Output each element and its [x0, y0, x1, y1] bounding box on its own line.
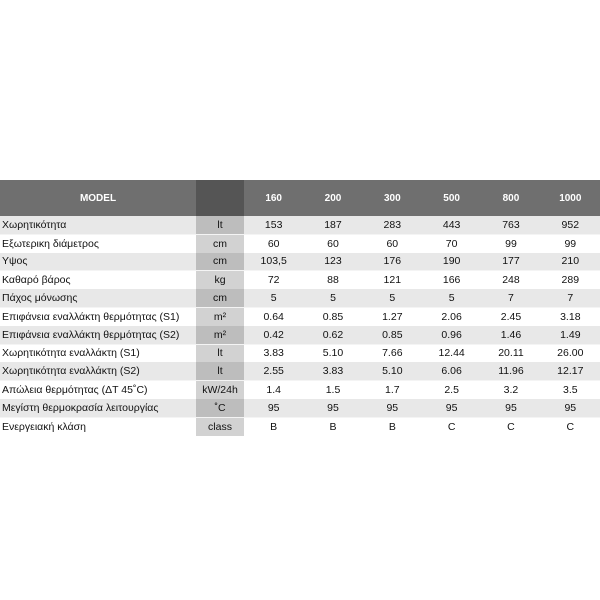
spec-body: [0, 216, 600, 436]
value-cell: C: [481, 417, 540, 435]
value-cell: 5: [244, 289, 303, 307]
value-cell: 1.46: [481, 326, 540, 344]
row-unit: m²: [196, 326, 244, 344]
value-cell: 952: [541, 216, 600, 234]
value-cell: 12.17: [541, 362, 600, 380]
value-cell: 3.18: [541, 307, 600, 325]
value-cell: 99: [481, 234, 540, 252]
table-row: [0, 399, 600, 417]
value-cell: 1.4: [244, 381, 303, 399]
value-cell: 1.5: [303, 381, 362, 399]
row-label: Πάχος μόνωσης: [0, 289, 196, 307]
row-label: Καθαρό βάρος: [0, 271, 196, 289]
row-unit: class: [196, 417, 244, 435]
value-cell: 0.64: [244, 307, 303, 325]
value-cell: 283: [363, 216, 422, 234]
value-cell: 289: [541, 271, 600, 289]
row-label: Χωρητικότητα εναλλάκτη (S2): [0, 362, 196, 380]
value-cell: 187: [303, 216, 362, 234]
value-cell: 12.44: [422, 344, 481, 362]
value-cell: 1.49: [541, 326, 600, 344]
value-cell: 0.85: [303, 307, 362, 325]
value-cell: 60: [363, 234, 422, 252]
value-cell: 5: [363, 289, 422, 307]
table-row: [0, 216, 600, 234]
row-unit: cm: [196, 289, 244, 307]
value-cell: 88: [303, 271, 362, 289]
value-cell: 99: [541, 234, 600, 252]
table-row: [0, 234, 600, 252]
value-cell: 95: [541, 399, 600, 417]
value-cell: 2.45: [481, 307, 540, 325]
value-cell: 20.11: [481, 344, 540, 362]
table-row: [0, 271, 600, 289]
row-unit: kg: [196, 271, 244, 289]
value-cell: 7: [481, 289, 540, 307]
value-cell: 763: [481, 216, 540, 234]
value-cell: 26.00: [541, 344, 600, 362]
row-unit: lt: [196, 344, 244, 362]
value-cell: 2.5: [422, 381, 481, 399]
row-label: Μεγίστη θερμοκρασία λειτουργίας: [0, 399, 196, 417]
table-row: [0, 307, 600, 325]
row-unit: kW/24h: [196, 381, 244, 399]
value-cell: 5: [422, 289, 481, 307]
table-row: [0, 417, 600, 435]
row-unit: ˚C: [196, 399, 244, 417]
value-cell: 7.66: [363, 344, 422, 362]
value-cell: 121: [363, 271, 422, 289]
row-label: Επιφάνεια εναλλάκτη θερμότητας (S1): [0, 307, 196, 325]
value-cell: 60: [244, 234, 303, 252]
row-unit: cm: [196, 234, 244, 252]
value-cell: 60: [303, 234, 362, 252]
value-cell: 95: [244, 399, 303, 417]
value-cell: 95: [481, 399, 540, 417]
row-unit: m²: [196, 307, 244, 325]
spec-table: [0, 180, 600, 436]
row-label: Χωρητικότητα εναλλάκτη (S1): [0, 344, 196, 362]
value-cell: 2.06: [422, 307, 481, 325]
value-cell: 95: [303, 399, 362, 417]
value-cell: 72: [244, 271, 303, 289]
value-cell: 5.10: [303, 344, 362, 362]
value-cell: 210: [541, 253, 600, 271]
value-cell: 3.5: [541, 381, 600, 399]
row-label: Επιφάνεια εναλλάκτη θερμότητας (S2): [0, 326, 196, 344]
value-cell: 190: [422, 253, 481, 271]
value-cell: B: [363, 417, 422, 435]
value-cell: 5: [303, 289, 362, 307]
model-column-header: 800: [481, 180, 540, 216]
value-cell: 103,5: [244, 253, 303, 271]
row-label: Υψος: [0, 253, 196, 271]
value-cell: C: [422, 417, 481, 435]
model-column-header: 200: [303, 180, 362, 216]
row-label: Ενεργειακή κλάση: [0, 417, 196, 435]
value-cell: 5.10: [363, 362, 422, 380]
value-cell: 123: [303, 253, 362, 271]
value-cell: 177: [481, 253, 540, 271]
row-label: Χωρητικότητα: [0, 216, 196, 234]
model-column-header: 1000: [541, 180, 600, 216]
table-row: [0, 344, 600, 362]
row-unit: lt: [196, 216, 244, 234]
value-cell: 248: [481, 271, 540, 289]
value-cell: 3.2: [481, 381, 540, 399]
value-cell: 3.83: [303, 362, 362, 380]
model-column-header: 300: [363, 180, 422, 216]
row-label: Εξωτερικη διάμετρος: [0, 234, 196, 252]
unit-header: [196, 180, 244, 216]
row-unit: lt: [196, 362, 244, 380]
model-column-header: 160: [244, 180, 303, 216]
value-cell: 6.06: [422, 362, 481, 380]
row-label: Απώλεια θερμότητας (ΔT 45˚C): [0, 381, 196, 399]
value-cell: 0.62: [303, 326, 362, 344]
table-row: [0, 381, 600, 399]
value-cell: 11.96: [481, 362, 540, 380]
table-row: [0, 289, 600, 307]
table-row: [0, 326, 600, 344]
row-unit: cm: [196, 253, 244, 271]
value-cell: 2.55: [244, 362, 303, 380]
value-cell: 7: [541, 289, 600, 307]
value-cell: 443: [422, 216, 481, 234]
value-cell: 95: [363, 399, 422, 417]
value-cell: 0.96: [422, 326, 481, 344]
model-column-header: 500: [422, 180, 481, 216]
table-row: [0, 362, 600, 380]
header-row: [0, 180, 600, 216]
value-cell: 0.42: [244, 326, 303, 344]
value-cell: B: [244, 417, 303, 435]
table-row: [0, 253, 600, 271]
value-cell: 1.7: [363, 381, 422, 399]
value-cell: 153: [244, 216, 303, 234]
value-cell: 166: [422, 271, 481, 289]
value-cell: 95: [422, 399, 481, 417]
value-cell: 1.27: [363, 307, 422, 325]
value-cell: 70: [422, 234, 481, 252]
value-cell: B: [303, 417, 362, 435]
value-cell: 3.83: [244, 344, 303, 362]
model-header: MODEL: [0, 180, 196, 216]
value-cell: 0.85: [363, 326, 422, 344]
value-cell: 176: [363, 253, 422, 271]
value-cell: C: [541, 417, 600, 435]
